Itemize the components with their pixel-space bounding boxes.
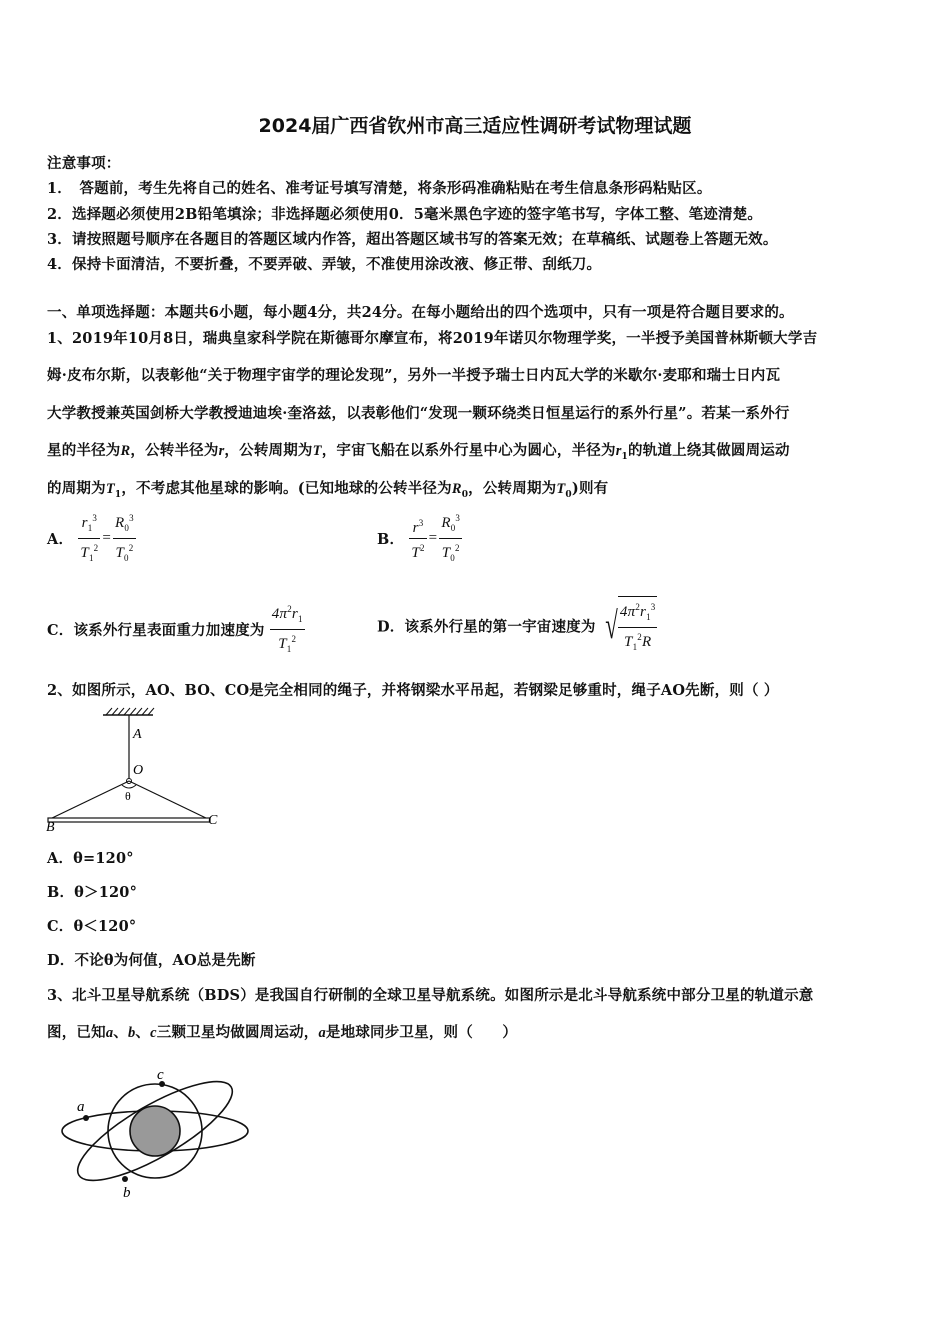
rope-beam-figure xyxy=(40,703,240,833)
q1-option-a[interactable]: A． $\frac{r_1^3}{T_1^2}$ = $\frac{R_0^3}{T_0^2}$ xyxy=(47,510,136,567)
q1-stem-line: 大学教授兼英国剑桥大学教授迪迪埃·奎洛兹，以表彰他们“发现一颗环绕类日恒星运行的系外行星”。若某一系外行 xyxy=(47,405,790,422)
fraction: $\frac{r^3}{T^2}$ xyxy=(409,515,426,562)
satellite-orbit-figure xyxy=(55,1060,265,1205)
notice-item: 4．保持卡面清洁，不要折叠，不要弄破、弄皱，不准使用涂改液、修正带、刮纸刀。 xyxy=(47,256,602,273)
label-o: O xyxy=(133,763,144,778)
q2-option-b[interactable]: B．θ＞120° xyxy=(47,884,138,901)
fraction: $\frac{4\pi^2r_1^3}{T_1^2R}$ xyxy=(618,599,658,656)
q1-stem-line: 姆·皮布尔斯，以表彰他“关于物理宇宙学的理论发现”，另外一半授予瑞士日内瓦大学的米歇尔·麦耶和瑞士日内瓦 xyxy=(47,367,781,384)
label-c: C xyxy=(208,813,218,828)
label-c: c xyxy=(157,1067,164,1083)
fraction: $\frac{R_0^3}{T_0^2}$ xyxy=(439,510,462,567)
fraction: $\frac{r_1^3}{T_1^2}$ xyxy=(78,510,100,567)
satellite-b-dot xyxy=(122,1176,128,1182)
notice-item: 2．选择题必须使用2B铅笔填涂；非选择题必须使用0．5毫米黑色字迹的签字笔书写，字体工整、笔迹清楚。 xyxy=(47,206,763,223)
fraction: $\frac{R_0^3}{T_0^2}$ xyxy=(113,510,136,567)
satellite-a-dot xyxy=(83,1115,89,1121)
q2-option-c[interactable]: C．θ＜120° xyxy=(47,918,137,935)
q1-stem-line: 的周期为$T_1$，不考虑其他星球的影响。(已知地球的公转半径为$R_0$，公转周期为$T_0$)则有 xyxy=(47,480,609,500)
q1-option-b[interactable]: B． $\frac{r^3}{T^2}$ = $\frac{R_0^3}{T_0^2}$ xyxy=(377,510,462,567)
q1-stem-line: 1、2019年10月8日，瑞典皇家科学院在斯德哥尔摩宣布，将2019年诺贝尔物理学奖，一半授予美国普林斯顿大学吉 xyxy=(47,330,818,347)
label-a: A xyxy=(133,727,142,742)
q2-option-a[interactable]: A．θ=120° xyxy=(47,850,134,867)
q1-stem-line: 星的半径为R，公转半径为r，公转周期为T，宇宙飞船在以系外行星中心为圆心，半径为$r_1$的轨道上绕其做圆周运动 xyxy=(47,442,790,462)
label-theta: θ xyxy=(125,789,131,803)
page-title: 2024届广西省钦州市高三适应性调研考试物理试题 xyxy=(258,115,692,137)
square-root: √ $\frac{4\pi^2r_1^3}{T_1^2R}$ xyxy=(601,596,658,656)
notice-item: 3．请按照题号顺序在各题目的答题区域内作答，超出答题区域书写的答案无效；在草稿纸、试题卷上答题无效。 xyxy=(47,231,778,248)
notice-heading: 注意事项： xyxy=(47,155,121,172)
label-b: B xyxy=(46,820,55,833)
q2-stem: 2、如图所示，AO、BO、CO是完全相同的绳子，并将钢梁水平吊起，若钢梁足够重时，绳子AO先断，则（ ） xyxy=(47,682,779,699)
fraction: $\frac{4\pi^2r_1}{T_1^2}$ xyxy=(270,601,305,658)
q2-option-d[interactable]: D．不论θ为何值，AO总是先断 xyxy=(47,952,256,969)
q3-stem-line: 图，已知a、b、c三颗卫星均做圆周运动，a是地球同步卫星，则（ ） xyxy=(47,1024,518,1041)
q1-option-c[interactable]: C．该系外行星表面重力加速度为 $\frac{4\pi^2r_1}{T_1^2}$ xyxy=(47,601,305,658)
label-b: b xyxy=(123,1185,131,1201)
q3-stem-line: 3、北斗卫星导航系统（BDS）是我国自行研制的全球卫星导航系统。如图所示是北斗导航系统中部分卫星的轨道示意 xyxy=(47,987,814,1004)
q1-option-d[interactable]: D．该系外行星的第一宇宙速度为 √ $\frac{4\pi^2r_1^3}{T_1^2R}$ xyxy=(377,596,657,656)
notice-item: 1． 答题前，考生先将自己的姓名、准考证号填写清楚，将条形码准确粘贴在考生信息条形码粘贴区。 xyxy=(47,180,712,197)
label-a: a xyxy=(77,1099,85,1115)
section-heading: 一、单项选择题：本题共6小题，每小题4分，共24分。在每小题给出的四个选项中，只有一项是符合题目要求的。 xyxy=(47,304,794,321)
